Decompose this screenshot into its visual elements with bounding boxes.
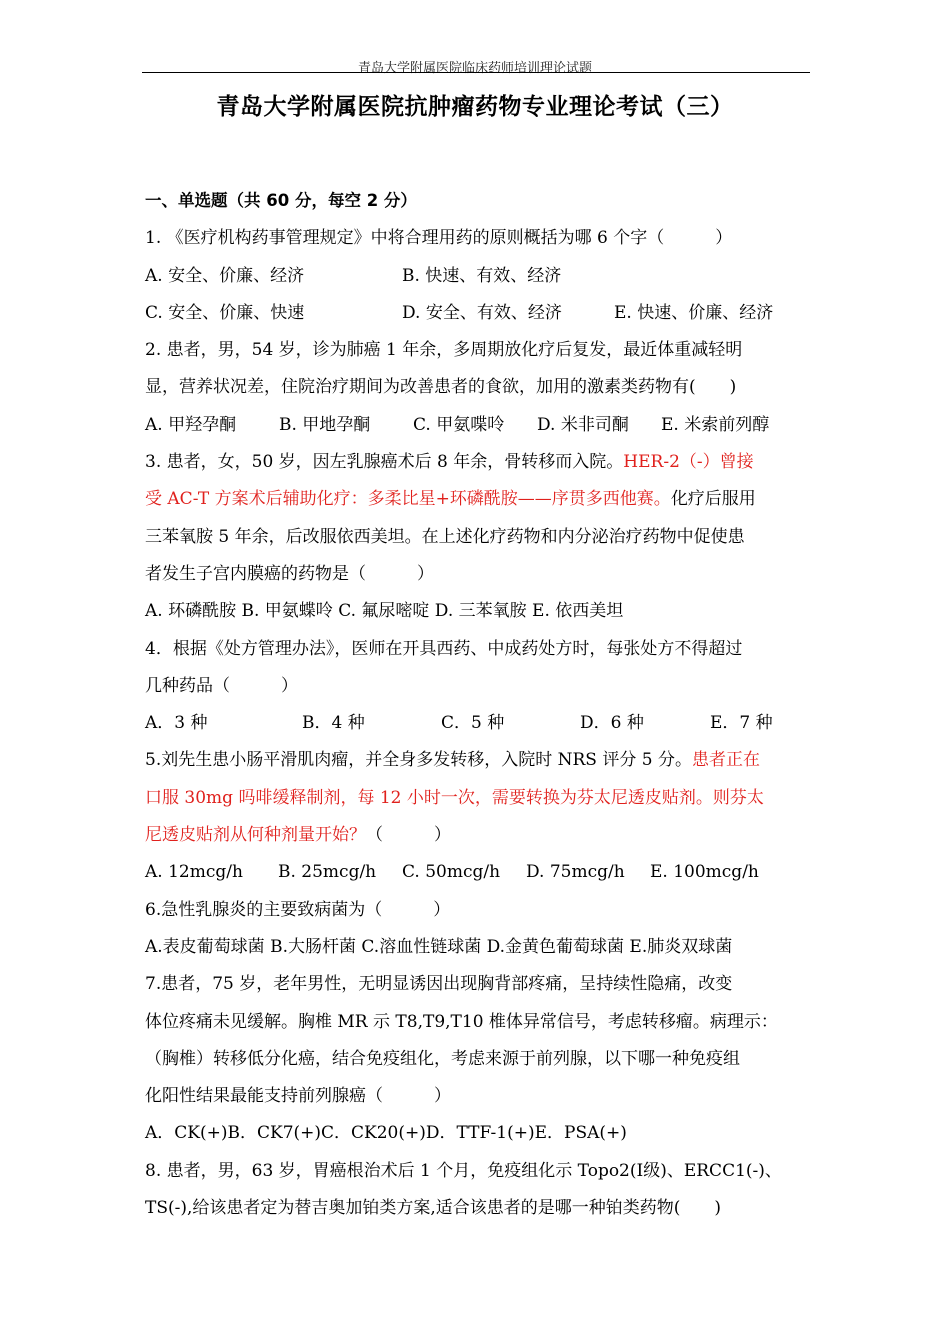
- question-5-stem-line2: 口服 30mg 吗啡缓释制剂，每 12 小时一次，需要转换为芬太尼透皮贴剂。则芬太: [145, 787, 764, 808]
- question-5-text: 5.刘先生患小肠平滑肌肉瘤，并全身多发转移，入院时 NRS 评分 5 分。: [145, 750, 692, 771]
- question-1-option-c: C. 安全、价廉、快速: [145, 302, 305, 323]
- question-2-stem-line1: 2. 患者，男，54 岁，诊为肺癌 1 年余，多周期放化疗后复发，最近体重减轻明: [145, 340, 743, 361]
- question-7-stem-line1: 7.患者，75 岁，老年男性，无明显诱因出现胸背部疼痛，呈持续性隐痛，改变: [145, 974, 733, 995]
- question-2-option-c: C. 甲氨喋呤: [413, 414, 505, 435]
- question-3-stem-line2: [145, 485, 813, 522]
- question-6-options: A.表皮葡萄球菌 B.大肠杆菌 C.溶血性链球菌 D.金黄色葡萄球菌 E.肺炎双球菌: [145, 936, 733, 957]
- question-5-option-b: B. 25mcg/h: [278, 862, 377, 883]
- question-3-text: 3. 患者，女，50 岁，因左乳腺癌术后 8 年余，骨转移而入院。: [145, 452, 624, 473]
- question-5-option-d: D. 75mcg/h: [526, 862, 625, 883]
- question-3-text: 化疗后服用: [670, 489, 756, 510]
- question-7-stem-line2: 体位疼痛未见缓解。胸椎 MR 示 T8,T9,T10 椎体异常信号，考虑转移瘤。病理示：: [145, 1011, 778, 1032]
- question-2-option-d: D. 米非司酮: [537, 414, 629, 435]
- question-4-option-c: C．5 种: [441, 713, 505, 734]
- section-heading: 一、单选题（共 60 分，每空 2 分）: [145, 191, 417, 210]
- question-3-stem-line1: [145, 448, 813, 485]
- question-5-options: [145, 858, 813, 895]
- question-4-option-b: B．4 种: [302, 713, 365, 734]
- question-5-text: （ ）: [366, 825, 451, 846]
- question-1-options-row1: [145, 262, 813, 299]
- question-8-stem-line2: TS(-),给该患者定为替吉奥加铂类方案,适合该患者的是哪一种铂类药物( ): [145, 1198, 722, 1219]
- question-1-option-d: D. 安全、有效、经济: [402, 302, 562, 323]
- question-1-option-a: A. 安全、价廉、经济: [145, 265, 305, 286]
- question-7-stem-line4: 化阳性结果最能支持前列腺癌（ ）: [145, 1086, 451, 1107]
- question-8-stem-line1: 8. 患者，男，63 岁，胃癌根治术后 1 个月，免疫组化示 Topo2(Ⅰ级)、ERCC1(-)、: [145, 1160, 782, 1181]
- question-7-stem-line3: （胸椎）转移低分化癌，结合免疫组化，考虑来源于前列腺，以下哪一种免疫组: [145, 1048, 740, 1069]
- question-5-option-e: E. 100mcg/h: [650, 862, 759, 883]
- header-divider: [142, 72, 810, 73]
- question-1-stem: 1. 《医疗机构药事管理规定》中将合理用药的原则概括为哪 6 个字（ ）: [145, 228, 733, 249]
- question-3-stem-line3: 三苯氧胺 5 年余，后改服依西美坦。在上述化疗药物和内分泌治疗药物中促使患: [145, 526, 745, 547]
- question-4-options: [145, 709, 813, 746]
- question-5-option-a: A. 12mcg/h: [145, 862, 243, 883]
- question-3-options: A. 环磷酰胺 B. 甲氨蝶呤 C. 氟尿嘧啶 D. 三苯氧胺 E. 依西美坦: [145, 601, 624, 622]
- exam-title: 青岛大学附属医院抗肿瘤药物专业理论考试（三）: [216, 93, 734, 120]
- question-7-options: A．CK(+)B．CK7(+)C．CK20(+)D．TTF-1(+)E．PSA(+): [145, 1123, 627, 1144]
- question-2-option-e: E. 米索前列醇: [661, 414, 770, 435]
- question-5-highlight: 患者正在: [691, 750, 760, 771]
- question-3-highlight: 受 AC-T 方案术后辅助化疗：多柔比星+环磷酰胺——序贯多西他赛。: [145, 489, 671, 510]
- question-5-stem-line3: [145, 821, 813, 858]
- question-4-option-e: E．7 种: [710, 713, 773, 734]
- question-4-stem-line2: 几种药品（ ）: [145, 675, 298, 696]
- running-header: 青岛大学附属医院临床药师培训理论试题: [357, 61, 592, 76]
- question-2-option-a: A. 甲羟孕酮: [145, 414, 237, 435]
- question-2-option-b: B. 甲地孕酮: [279, 414, 371, 435]
- question-6-stem: 6.急性乳腺炎的主要致病菌为（ ）: [145, 899, 451, 920]
- question-1-option-e: E. 快速、价廉、经济: [614, 302, 774, 323]
- question-1-options-row2: [145, 299, 813, 336]
- question-3-stem-line4: 者发生子宫内膜癌的药物是（ ）: [145, 563, 434, 584]
- question-5-option-c: C. 50mcg/h: [402, 862, 501, 883]
- question-5-stem-line1: [145, 746, 813, 783]
- exam-body: [145, 187, 813, 1231]
- question-4-stem-line1: 4．根据《处方管理办法》，医师在开具西药、中成药处方时，每张处方不得超过: [145, 638, 743, 659]
- question-2-stem-line2: 显，营养状况差，住院治疗期间为改善患者的食欲，加用的激素类药物有( ): [145, 377, 737, 398]
- question-1-option-b: B. 快速、有效、经济: [402, 265, 562, 286]
- question-4-option-a: A．3 种: [145, 713, 208, 734]
- question-5-highlight: 尼透皮贴剂从何种剂量开始？: [145, 825, 366, 846]
- question-3-highlight: HER-2（-）曾接: [623, 452, 754, 473]
- question-2-options: [145, 411, 813, 448]
- question-4-option-d: D．6 种: [580, 713, 644, 734]
